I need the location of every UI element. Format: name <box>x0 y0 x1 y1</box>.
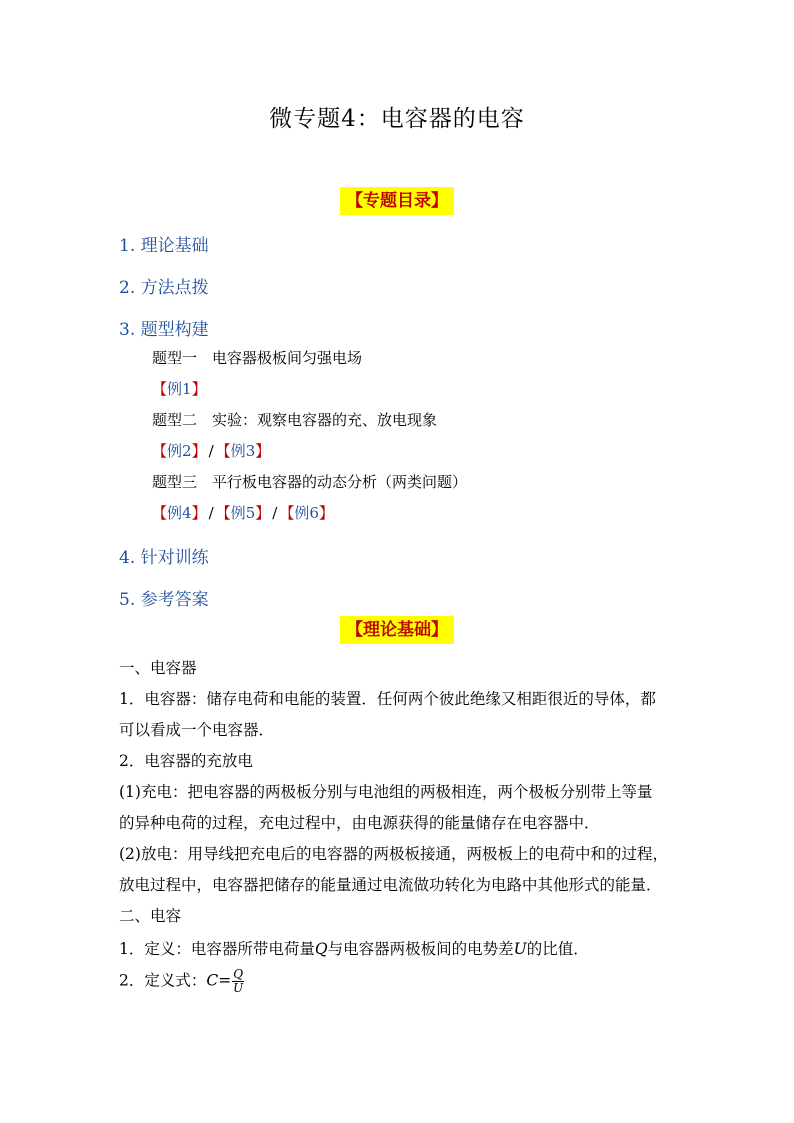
toc-item-4[interactable]: 4. 针对训练 <box>119 548 209 568</box>
formula-fraction: $\frac{Q}{U}$ <box>233 967 244 995</box>
paragraph-2: 2．电容器的充放电 <box>119 752 253 770</box>
definition-line: 1．定义：电容器所带电荷量Q与电容器两极板间的电势差U的比值． <box>119 940 589 958</box>
example-link-2[interactable]: 【例2】 <box>152 442 207 460</box>
example-link-6[interactable]: 【例6】 <box>279 504 334 522</box>
section-heading-capacitor: 一、电容器 <box>119 659 197 677</box>
paragraph-4-line-1: (2)放电：用导线把充电后的电容器的两极板接通，两极板上的电荷中和的过程， <box>119 845 668 863</box>
page-title: 微专题4：电容器的电容 <box>269 106 525 132</box>
paragraph-3-line-1: (1)充电：把电容器的两极板分别与电池组的两极相连，两个极板分别带上等量 <box>119 783 653 801</box>
theory-header-wrap <box>0 616 794 644</box>
example-link-1[interactable]: 【例1】 <box>152 380 207 398</box>
formula-line: 2．定义式：C= $\frac{Q}{U}$ <box>119 967 244 995</box>
examples-row-3: 【例4】 / 【例5】 / 【例6】 <box>152 504 334 522</box>
examples-row-2: 【例2】 / 【例3】 <box>152 442 271 460</box>
paragraph-1-line-1: 1．电容器：储存电荷和电能的装置．任何两个彼此绝缘又相距很近的导体，都 <box>119 690 656 708</box>
examples-row-1 <box>152 378 207 399</box>
toc-header: 【专题目录】 <box>340 187 454 215</box>
toc-item-3[interactable]: 3. 题型构建 <box>119 320 209 340</box>
toc-item-1[interactable]: 1. 理论基础 <box>119 236 209 256</box>
type-2[interactable]: 题型二 实验：观察电容器的充、放电现象 <box>152 411 438 429</box>
paragraph-3-line-2: 的异种电荷的过程，充电过程中，由电源获得的能量储存在电容器中． <box>119 814 600 832</box>
toc-item-2[interactable]: 2. 方法点拨 <box>119 278 209 298</box>
toc-item-5[interactable]: 5. 参考答案 <box>119 590 209 610</box>
type-3[interactable]: 题型三 平行板电容器的动态分析（两类问题） <box>152 473 468 491</box>
type-1[interactable]: 题型一 电容器极板间匀强电场 <box>152 349 363 367</box>
toc-header-wrap <box>0 187 794 215</box>
example-link-3[interactable]: 【例3】 <box>215 442 271 460</box>
paragraph-1-line-2: 可以看成一个电容器． <box>119 721 275 739</box>
example-link-5[interactable]: 【例5】 <box>215 504 271 522</box>
paragraph-4-line-2: 放电过程中，电容器把储存的能量通过电流做功转化为电路中其他形式的能量． <box>119 876 662 894</box>
theory-header: 【理论基础】 <box>340 616 454 644</box>
section-heading-capacitance: 二、电容 <box>119 907 182 925</box>
example-link-4[interactable]: 【例4】 <box>152 504 207 522</box>
